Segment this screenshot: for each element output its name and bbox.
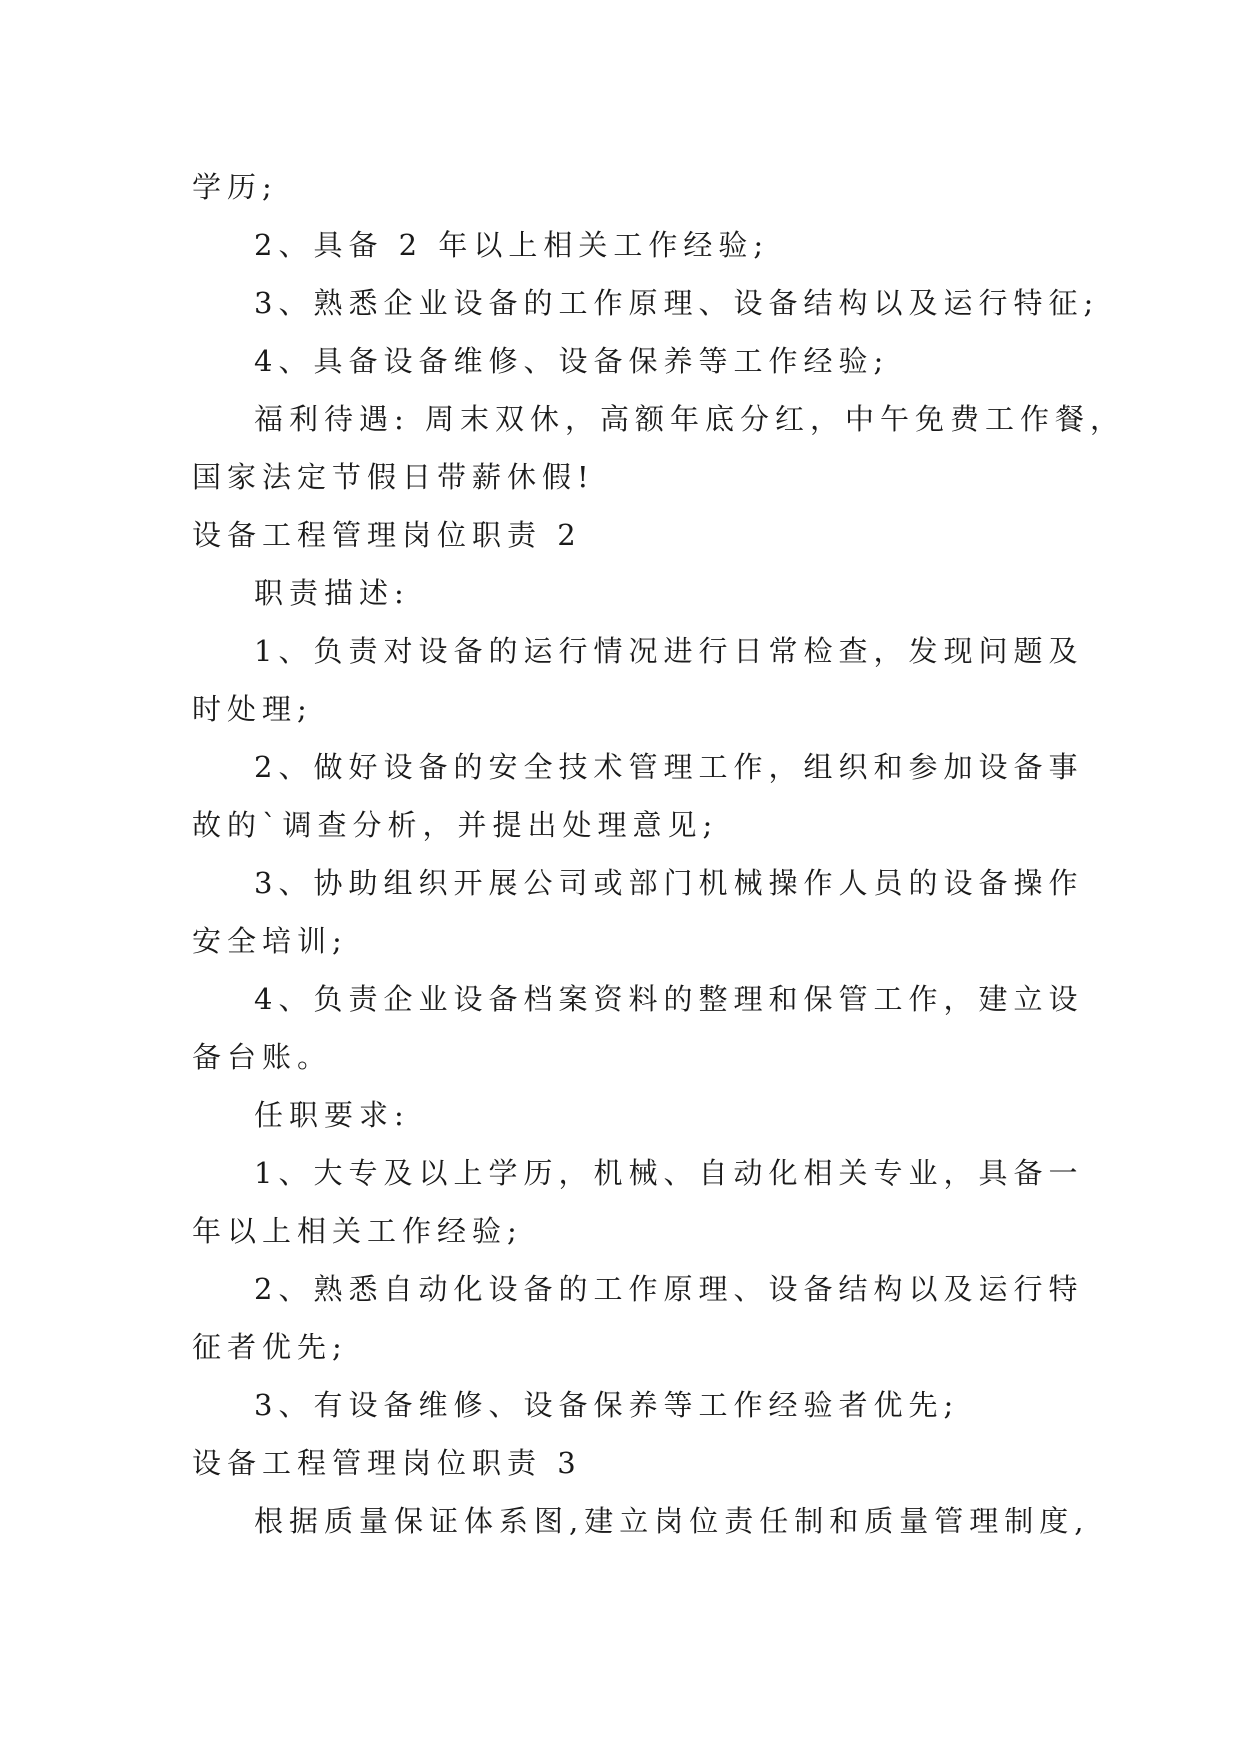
text-line: 3、有设备维修、设备保养等工作经验者优先; [254,1388,960,1422]
text-line: 国家法定节假日带薪休假! [192,460,595,494]
text-line: 征者优先; [192,1330,348,1364]
text-line: 1、大专及以上学历，机械、自动化相关专业，具备一 [254,1156,1084,1190]
text-line: 3、熟悉企业设备的工作原理、设备结构以及运行特征; [254,286,1100,320]
text-line: 4、具备设备维修、设备保养等工作经验; [254,344,890,378]
subheading: 任职要求: [254,1098,410,1132]
text-line: 年以上相关工作经验; [192,1214,523,1248]
text-line: 根据质量保证体系图,建立岗位责任制和质量管理制度, [254,1504,1090,1538]
text-line: 2、做好设备的安全技术管理工作，组织和参加设备事 [254,750,1084,784]
subheading: 职责描述: [254,576,410,610]
text-line: 1、负责对设备的运行情况进行日常检查，发现问题及 [254,634,1084,668]
text-line: 3、协助组织开展公司或部门机械操作人员的设备操作 [254,866,1084,900]
text-line: 2、熟悉自动化设备的工作原理、设备结构以及运行特 [254,1272,1084,1306]
section-heading: 设备工程管理岗位职责 2 [192,518,582,552]
text-line: 安全培训; [192,924,348,958]
text-line: 学历; [192,170,278,204]
document-body [192,158,1125,1550]
text-line: 4、负责企业设备档案资料的整理和保管工作，建立设 [254,982,1084,1016]
text-line: 备台账。 [192,1040,333,1074]
text-line: 故的`调查分析，并提出处理意见; [192,808,719,842]
text-line: 福利待遇: 周末双休，高额年底分红，中午免费工作餐， [254,402,1125,436]
section-heading: 设备工程管理岗位职责 3 [192,1446,582,1480]
text-line: 时处理; [192,692,313,726]
text-line: 2、具备 2 年以上相关工作经验; [254,228,770,262]
